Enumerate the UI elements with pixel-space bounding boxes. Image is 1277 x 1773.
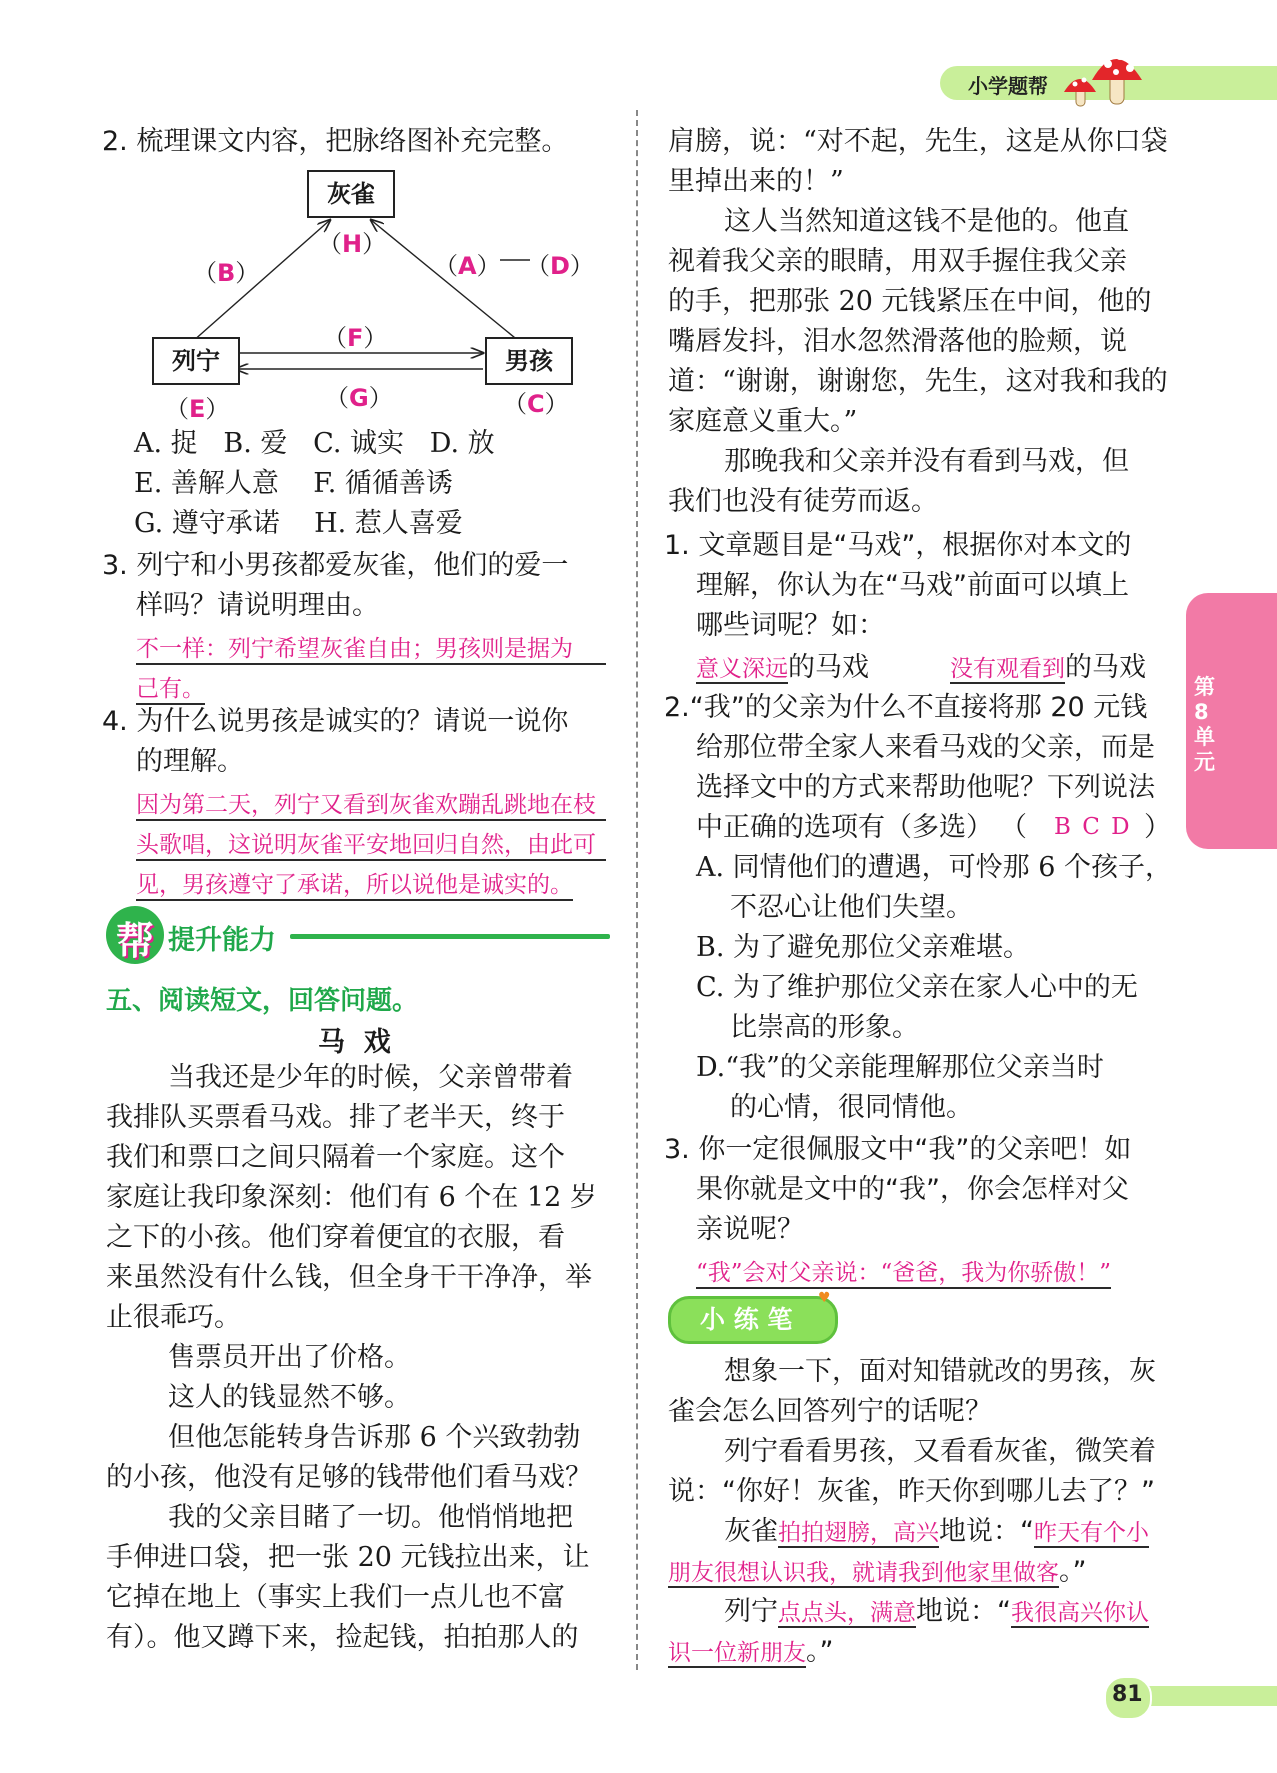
pb-fill: 点点头，满意 (778, 1600, 916, 1626)
pa-mid: 地说：“ (939, 1516, 1034, 1547)
brand-label: 小学题帮 (968, 74, 1048, 98)
story-line: 我们也没有徒劳而返。 (668, 486, 938, 517)
practice-title: 小 练 笔 (700, 1305, 793, 1334)
q1-suffix: 的马戏 (788, 652, 869, 683)
practice-line: 雀会怎么回答列宁的话呢？ (668, 1396, 992, 1427)
q2-paren-close: ） (1144, 812, 1171, 843)
practice-answer-a2 (668, 1552, 1087, 1592)
story-line: 家庭意义重大。” (668, 406, 858, 437)
pa-pre: 灰雀 (724, 1516, 778, 1547)
label-e: （E） (165, 395, 230, 423)
story-line: 里掉出来的！” (668, 166, 844, 197)
question-4: 的理解。 (136, 746, 244, 777)
q2-option: 的心情，很同情他。 (730, 1092, 973, 1123)
option-line: G. 遵守承诺 H. 惹人喜爱 (134, 508, 463, 539)
story-line: 嘴唇发抖，泪水忽然滑落他的脸颊，说 (668, 326, 1127, 357)
story-line: 视着我父亲的眼睛，用双手握住我父亲 (668, 246, 1127, 277)
q3-answer: 不一样：列宁希望灰雀自由；男孩则是据为 (136, 630, 606, 665)
story-line: 止很乖巧。 (106, 1302, 241, 1333)
part-5-heading: 五、阅读短文，回答问题。 (106, 986, 419, 1016)
pa2-ans: 朋友很想认识我，就请我到他家里做客 (668, 1560, 1059, 1586)
r-question-2: 选择文中的方式来帮助他呢？下列说法 (696, 772, 1155, 803)
q2-answer: B C D (1054, 814, 1132, 840)
q2-option: 比崇高的形象。 (730, 1012, 919, 1043)
story-title: 马 戏 (318, 1027, 391, 1058)
label-f: （F） (323, 324, 388, 352)
r-question-2: 给那位带全家人来看马戏的父亲，而是 (696, 732, 1155, 763)
q4-answer: 头歌唱，这说明灰雀平安地回归自然，由此可 (136, 826, 606, 861)
pb2-ans: 识一位新朋友 (668, 1640, 806, 1666)
story-line: 我的父亲目睹了一切。他悄悄地把 (168, 1502, 573, 1533)
section-rule (290, 934, 610, 939)
story-line: 这人当然知道这钱不是他的。他直 (724, 206, 1129, 237)
practice-answer-b2 (668, 1632, 834, 1672)
section-badge-char: 帮 (116, 919, 155, 963)
section-title: 提升能力 (168, 925, 276, 956)
story-line: 我们和票口之间只隔着一个家庭。这个 (106, 1142, 565, 1173)
story-line: 家庭让我印象深刻：他们有 6 个在 12 岁 (106, 1182, 597, 1213)
mushroom-logo (1058, 42, 1148, 112)
node-huique: 灰雀 (307, 170, 395, 218)
story-line: 售票员开出了价格。 (168, 1342, 411, 1373)
q2-paren-open: （ (1000, 812, 1027, 843)
story-line: 它掉在地上（事实上我们一点儿也不富 (106, 1582, 565, 1613)
practice-answer-b (724, 1592, 1149, 1632)
r-question-2-last: 中正确的选项有（多选） (696, 812, 993, 843)
r-question-1: 理解，你认为在“马戏”前面可以填上 (696, 570, 1129, 601)
q2-option: 不忍心让他们失望。 (730, 892, 973, 923)
story-line: 来虽然没有什么钱，但全身干干净净，举 (106, 1262, 592, 1293)
option-line: E. 善解人意 F. 循循善诱 (134, 468, 453, 499)
r-question-3: 果你就是文中的“我”，你会怎样对父 (696, 1174, 1129, 1205)
q2-option: B. 为了避免那位父亲难堪。 (696, 932, 1031, 963)
practice-line: 说：“你好！灰雀，昨天你到哪儿去了？” (668, 1476, 1155, 1507)
story-line: 但他怎能转身告诉那 6 个兴致勃勃 (168, 1422, 581, 1453)
question-3: 样吗？请说明理由。 (136, 590, 379, 621)
story-line: 当我还是少年的时候，父亲曾带着 (168, 1062, 573, 1093)
page-number: 81 (1112, 1682, 1143, 1707)
story-line: 之下的小孩。他们穿着便宜的衣服，看 (106, 1222, 565, 1253)
q2-option: C. 为了维护那位父亲在家人心中的无 (696, 972, 1138, 1003)
pb-pre: 列宁 (724, 1596, 778, 1627)
label-g: （G） (325, 384, 393, 412)
heart-icon: ♥ (818, 1290, 831, 1306)
q3-answer: 己有。 (136, 670, 205, 705)
pb-ans: 我很高兴你认 (1011, 1600, 1149, 1626)
story-line: 这人的钱显然不够。 (168, 1382, 411, 1413)
practice-line: 列宁看看男孩，又看看灰雀，微笑着 (724, 1436, 1156, 1467)
node-liening: 列宁 (152, 337, 240, 385)
question-4: 4. 为什么说男孩是诚实的？请说一说你 (102, 706, 569, 737)
pa-fill: 拍拍翅膀，高兴 (778, 1520, 939, 1546)
pb2-end: 。” (806, 1636, 834, 1667)
node-boy: 男孩 (485, 337, 573, 385)
practice-line: 想象一下，面对知错就改的男孩，灰 (724, 1356, 1156, 1387)
story-line: 肩膀，说：“对不起，先生，这是从你口袋 (668, 126, 1168, 157)
pa2-end: 。” (1059, 1556, 1087, 1587)
pa-ans: 昨天有个小 (1034, 1520, 1149, 1546)
r-q3-answer: “我”会对父亲说：“爸爸，我为你骄傲！” (696, 1254, 1111, 1289)
r-question-3: 3. 你一定很佩服文中“我”的父亲吧！如 (664, 1134, 1132, 1165)
practice-answer-a (724, 1512, 1149, 1552)
r-question-1: 哪些词呢？如： (696, 610, 885, 641)
q4-answer: 见，男孩遵守了承诺，所以说他是诚实的。 (136, 866, 573, 901)
r-question-1: 1. 文章题目是“马戏”，根据你对本文的 (664, 530, 1132, 561)
question-2: 2. 梳理课文内容，把脉络图补充完整。 (102, 126, 569, 157)
story-line: 那晚我和父亲并没有看到马戏，但 (724, 446, 1129, 477)
q1-answer-1: 意义深远 (696, 656, 788, 682)
story-line: 的手，把那张 20 元钱紧压在中间，他的 (668, 286, 1152, 317)
story-line: 道：“谢谢，谢谢您，先生，这对我和我的 (668, 366, 1168, 397)
label-b: （B） (193, 259, 260, 287)
label-a: （A） (434, 252, 501, 280)
q1-suffix: 的马戏 (1065, 652, 1146, 683)
q1-answer-row (696, 648, 869, 688)
unit-side-tab-label: 第8单元 (1194, 675, 1215, 774)
story-line: 我排队买票看马戏。排了老半天，终于 (106, 1102, 565, 1133)
q1-answer-row (950, 648, 1146, 688)
label-c: （C） (503, 390, 569, 418)
q2-option: A. 同情他们的遭遇，可怜那 6 个孩子， (696, 852, 1173, 883)
label-d: （D） (526, 252, 594, 280)
q2-option: D.“我”的父亲能理解那位父亲当时 (696, 1052, 1104, 1083)
question-3: 3. 列宁和小男孩都爱灰雀，他们的爱一 (102, 550, 569, 581)
story-line: 的小孩，他没有足够的钱带他们看马戏？ (106, 1462, 592, 1493)
story-line: 有）。他又蹲下来，捡起钱，拍拍那人的 (106, 1622, 579, 1653)
option-line: A. 捉 B. 爱 C. 诚实 D. 放 (134, 428, 495, 459)
pb-mid: 地说：“ (916, 1596, 1011, 1627)
r-question-3: 亲说呢？ (696, 1214, 804, 1245)
story-line: 手伸进口袋，把一张 20 元钱拉出来，让 (106, 1542, 590, 1573)
q4-answer: 因为第二天，列宁又看到灰雀欢蹦乱跳地在枝 (136, 786, 606, 821)
r-question-2: 2.“我”的父亲为什么不直接将那 20 元钱 (664, 692, 1148, 723)
label-h: （H） (318, 230, 387, 258)
arrow-a (371, 220, 520, 342)
q1-answer-2: 没有观看到 (950, 656, 1065, 682)
